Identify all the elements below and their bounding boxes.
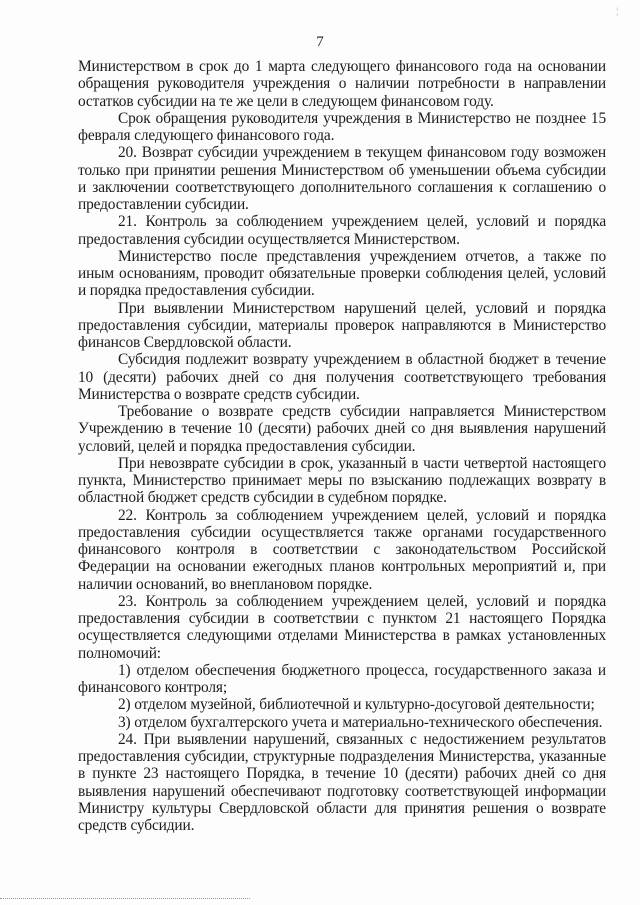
list-item-3: 3) отделом бухгалтерского учета и материально-технического обеспечения.	[118, 713, 603, 731]
paragraph-item-21: 21. Контроль за соблюдением учреждением целей, условий и порядка предоставления субсидии осуществляется Министерством.	[78, 213, 606, 248]
paragraph-item-24: 24. При выявлении нарушений, связанных с недостижением результатов предоставления субсидии, структурные подразделения Министерства, указанные в пункте 23 настоящего Порядка, в течение 10 (десяти) рабочих дней со дня выявления нарушений обеспечивают подготовку соответствующей информации Министру культуры Свердловской области для принятия решения о возврате средств субсидии.	[78, 730, 606, 834]
footer-divider	[0, 898, 250, 899]
paragraph-item-20: 20. Возврат субсидии учреждением в текущем финансовом году возможен только при принятии решения Министерством об уменьшении объема субсидии и заключении соответствующего дополнительного соглашения к соглашению о предоставлении субсидии.	[78, 144, 606, 213]
page-number: 7	[316, 34, 324, 50]
paragraph-continuation: Министерством в срок до 1 марта следующего финансового года на основании обращения руководителя учреждения о наличии потребности в направлении остатков субсидии на те же цели в следующем финансовом году.	[78, 58, 606, 110]
paragraph-violations: При выявлении Министерством нарушений целей, условий и порядка предоставления субсидии, материалы проверок направляются в Министерство финансов Свердловской области.	[78, 299, 606, 351]
paragraph-item-23: 23. Контроль за соблюдением учреждением целей, условий и порядка предоставления субсидии в соответствии с пунктом 21 настоящего Порядка осуществляется следующими отделами Министерства в рамках установленных полномочий:	[78, 592, 606, 662]
scan-mark: ¦	[616, 6, 618, 16]
paragraph-item-22: 22. Контроль за соблюдением учреждением целей, условий и порядка предоставления субсидии осуществляется также органами государственного финансового контроля в соответствии с законодательством Российской Федерации на основании ежегодных планов контрольных мероприятий и, при наличии оснований, во внеплановом порядке.	[78, 506, 606, 593]
list-item-2: 2) отделом музейной, библиотечной и культурно-досуговой деятельности;	[118, 696, 595, 714]
paragraph-non-return: При невозврате субсидии в срок, указанный в части четвертой настоящего пункта, Министерство принимает меры по взысканию подлежащих возврату в областной бюджет средств субсидии в судебном порядке.	[78, 454, 606, 507]
paragraph-inspections: Министерство после представления учреждением отчетов, а также по иным основаниям, проводит обязательные проверки соблюдения целей, условий и порядка предоставления субсидии.	[78, 247, 606, 300]
list-item-1: 1) отделом обеспечения бюджетного процесса, государственного заказа и финансового контроля;	[78, 661, 606, 696]
document-body	[78, 58, 606, 834]
paragraph-deadline: Срок обращения руководителя учреждения в Министерство не позднее 15 февраля следующего финансового года.	[78, 109, 606, 144]
paragraph-refund: Субсидия подлежит возврату учреждением в областной бюджет в течение 10 (десяти) рабочих дней со дня получения соответствующего требования Министерства о возврате средств субсидии.	[78, 351, 606, 403]
paragraph-refund-request: Требование о возврате средств субсидии направляется Министерством Учреждению в течение 10 (десяти) рабочих дней со дня выявления нарушений условий, целей и порядка предоставления субсидии.	[78, 403, 606, 455]
